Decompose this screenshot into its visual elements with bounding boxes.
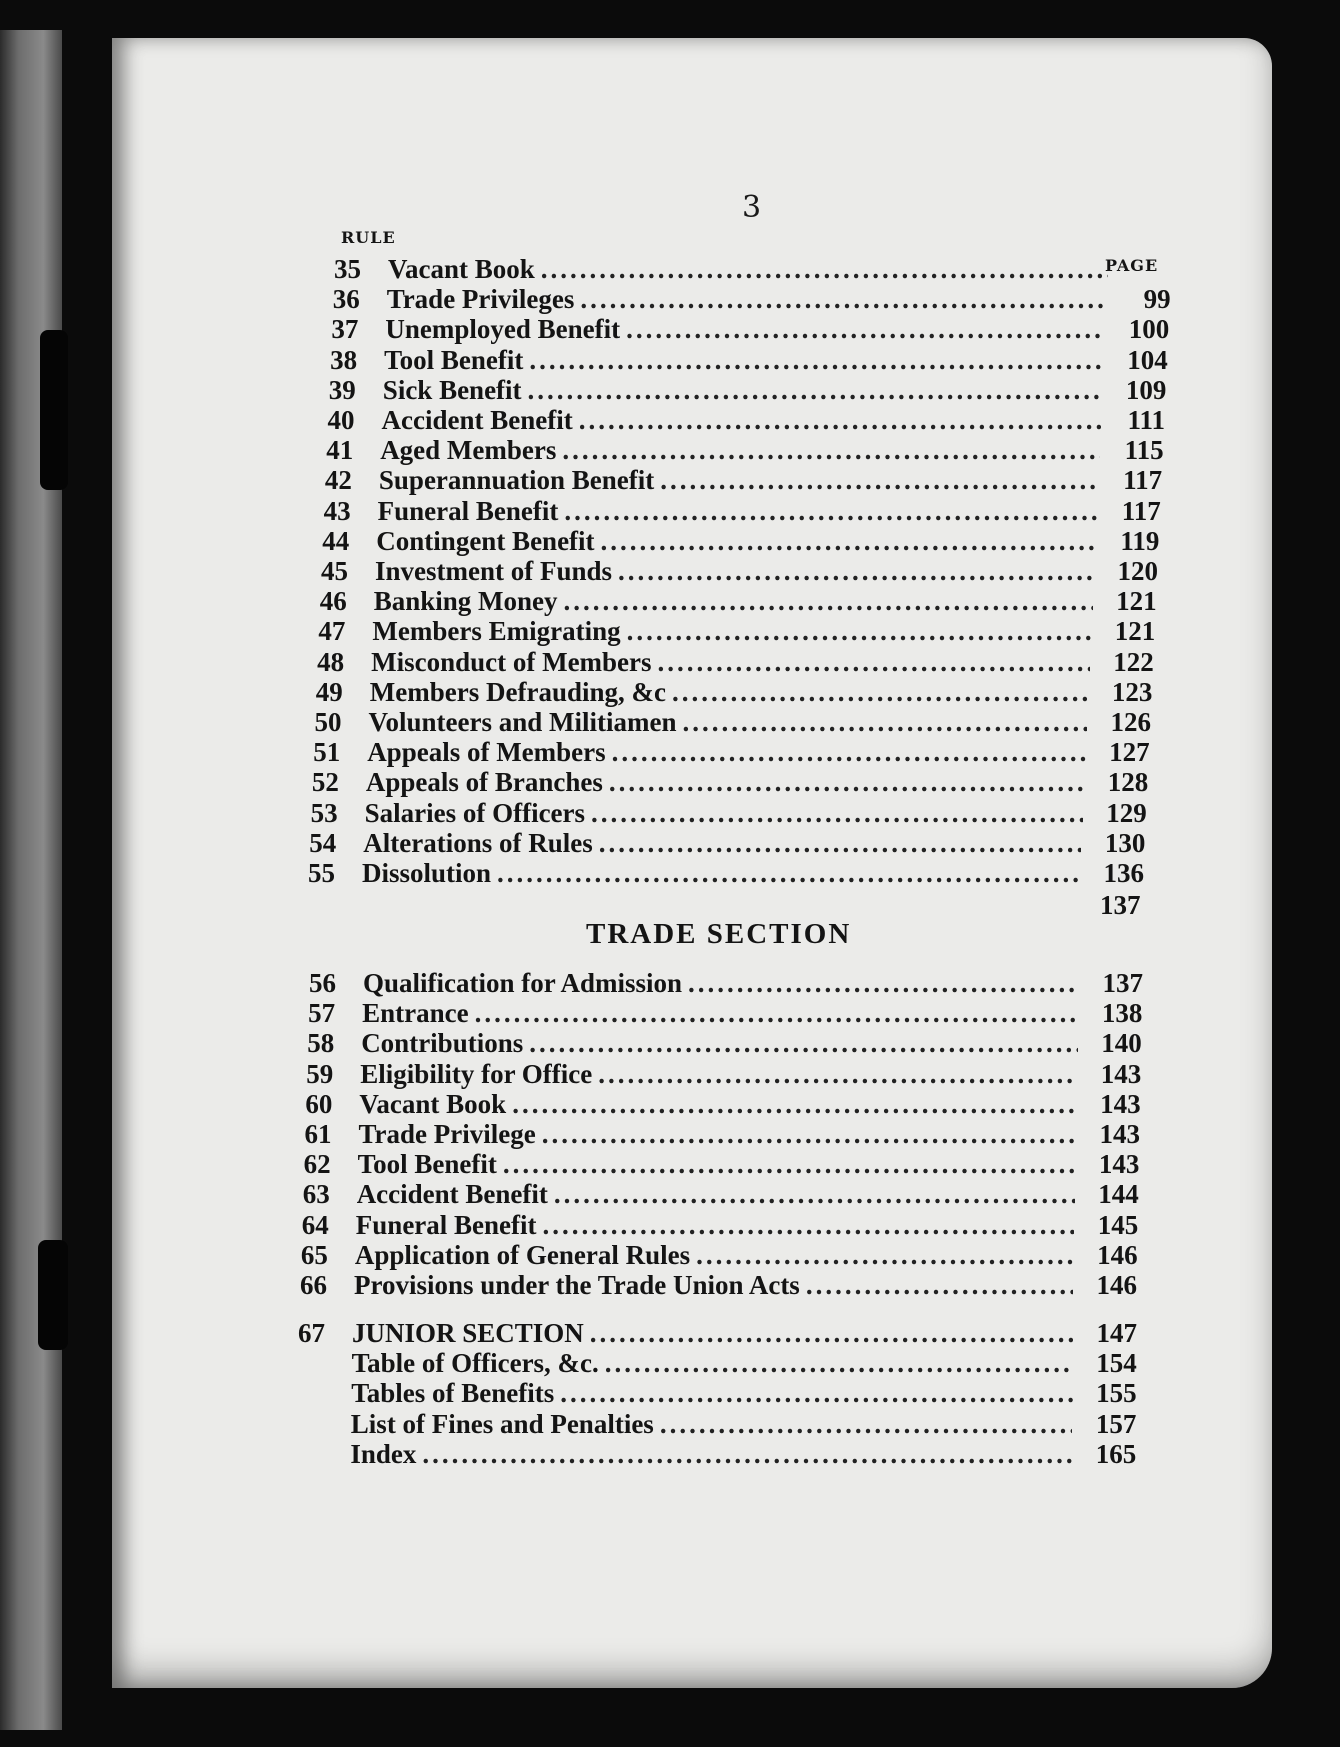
entry-title: JUNIOR SECTION: [352, 1318, 584, 1348]
entry-title: Members Defrauding, &c: [369, 676, 666, 707]
entry-page: 104: [1127, 344, 1168, 375]
entry-page: 143: [1098, 1149, 1140, 1180]
rule-number: 54: [309, 827, 337, 858]
dot-leader: [560, 1378, 1072, 1408]
entry-title: Provisions under the Trade Union Acts: [354, 1270, 800, 1300]
entry-title: Vacant Book: [359, 1088, 507, 1119]
rule-number: 44: [322, 525, 350, 556]
toc-entry: [296, 1439, 1136, 1469]
entry-page: 136: [1103, 858, 1144, 888]
entry-page: 129: [1106, 797, 1147, 828]
rule-number: 37: [331, 314, 359, 345]
entry-page: 138: [1101, 998, 1143, 1029]
rule-number: 55: [308, 858, 335, 888]
entry-title: Qualification for Admission: [363, 968, 683, 998]
rule-number: 36: [332, 284, 360, 315]
entry-page: 127: [1109, 737, 1150, 768]
entry-page: 137: [1102, 968, 1143, 998]
rule-number: 61: [304, 1119, 332, 1149]
entry-title: Tables of Benefits: [351, 1378, 555, 1409]
entry-title: List of Fines and Penalties: [350, 1408, 654, 1439]
rule-number: 35: [334, 254, 361, 284]
rule-number: 48: [317, 646, 345, 677]
trade-section-heading: TRADE SECTION: [586, 918, 852, 950]
entry-title: Eligibility for Office: [360, 1058, 593, 1089]
entry-page: 144: [1098, 1179, 1139, 1210]
entry-page: 143: [1100, 1058, 1142, 1089]
entry-page: 130: [1104, 827, 1146, 858]
rule-number: 49: [315, 676, 343, 707]
rule-number: 59: [306, 1058, 334, 1089]
entry-title: Vacant Book: [388, 254, 535, 284]
rule-number: 46: [319, 586, 347, 617]
entry-page: 100: [1128, 314, 1170, 345]
entry-page: 123: [1111, 676, 1153, 707]
entry-page: 146: [1097, 1239, 1138, 1270]
entry-page: 121: [1114, 616, 1156, 647]
entry-title: Unemployed Benefit: [385, 314, 621, 345]
entry-page: 122: [1113, 646, 1154, 677]
rule-number: 67: [298, 1318, 325, 1348]
entry-page: 121: [1116, 586, 1157, 617]
entry-title: Index: [350, 1438, 417, 1469]
rule-number: 42: [324, 465, 352, 496]
rule-number: 64: [301, 1209, 329, 1240]
rule-number: 56: [309, 968, 336, 998]
entry-title: Sick Benefit: [382, 374, 522, 405]
entry-title: Accident Benefit: [356, 1179, 548, 1210]
entry-page: 120: [1117, 556, 1158, 586]
entry-page: 155: [1096, 1378, 1137, 1409]
rule-number: 66: [300, 1270, 327, 1300]
entry-page: 126: [1110, 707, 1151, 737]
page-column-header: PAGE: [1105, 256, 1159, 275]
rule-number: 45: [321, 556, 348, 586]
entry-title: Tool Benefit: [357, 1149, 497, 1180]
entry-page: 157: [1095, 1408, 1137, 1439]
toc-entry: [297, 1409, 1137, 1439]
rule-number: 62: [303, 1149, 331, 1180]
entry-page: 145: [1097, 1209, 1139, 1240]
rule-column-header: RULE: [341, 228, 396, 247]
entry-title: Members Emigrating: [372, 616, 621, 647]
rule-number: 50: [314, 707, 342, 737]
entry-title: Contingent Benefit: [376, 525, 595, 556]
entry-title: Appeals of Branches: [365, 767, 603, 798]
rule-number: 63: [302, 1179, 330, 1210]
entry-title: Funeral Benefit: [355, 1209, 537, 1240]
entry-title: Banking Money: [373, 586, 558, 617]
entry-page: 117: [1121, 495, 1161, 526]
rule-number: 65: [300, 1239, 328, 1270]
trailing-page-number: 137: [1100, 890, 1141, 920]
entry-title: Salaries of Officers: [364, 797, 586, 828]
rule-number: 38: [330, 344, 358, 375]
rule-number: 51: [313, 737, 341, 768]
dot-leader: [590, 1318, 1073, 1348]
rule-number: 43: [323, 495, 351, 526]
entry-page: 117: [1123, 465, 1163, 496]
entry-page: 165: [1095, 1438, 1137, 1469]
entry-title: Volunteers and Militiamen: [368, 707, 677, 737]
entry-title: Funeral Benefit: [377, 495, 559, 526]
rule-number: 47: [318, 616, 346, 647]
entry-page: 143: [1099, 1119, 1140, 1149]
entry-page: 143: [1100, 1088, 1141, 1119]
entry-title: Contributions: [361, 1028, 524, 1059]
entry-title: Entrance: [362, 998, 469, 1029]
rule-number: 39: [328, 374, 356, 405]
rule-number: 58: [307, 1028, 335, 1059]
page-number: 3: [742, 190, 762, 225]
entry-title: Appeals of Members: [367, 737, 606, 768]
rule-number: 57: [308, 998, 336, 1029]
entry-title: Misconduct of Members: [371, 646, 652, 677]
entry-title: Table of Officers, &c.: [351, 1348, 599, 1379]
entry-title: Dissolution: [362, 858, 492, 888]
toc-entry: [297, 1378, 1136, 1408]
entry-page: 154: [1096, 1348, 1137, 1379]
entry-title: Trade Privilege: [358, 1119, 536, 1149]
rule-number: 40: [327, 405, 355, 435]
entry-page: 111: [1127, 405, 1165, 435]
entry-title: Application of General Rules: [354, 1239, 691, 1270]
entry-page: 119: [1120, 525, 1160, 556]
entry-title: Superannuation Benefit: [378, 465, 655, 496]
rule-number: 52: [311, 767, 339, 798]
entry-page: 109: [1125, 374, 1167, 405]
entry-title: Aged Members: [380, 435, 557, 466]
entry-title: Tool Benefit: [384, 344, 524, 375]
rule-number: 41: [326, 435, 354, 466]
dot-leader: [605, 1348, 1073, 1378]
entry-page: 115: [1124, 435, 1164, 466]
toc-entry: [298, 1348, 1137, 1378]
entry-page: 147: [1096, 1318, 1137, 1348]
rule-number: 60: [305, 1088, 333, 1119]
rule-number: 53: [310, 797, 338, 828]
entry-title: Alterations of Rules: [363, 827, 593, 858]
entry-title: Trade Privileges: [386, 284, 575, 315]
entry-page: 146: [1096, 1270, 1137, 1300]
toc-entry: [298, 1318, 1137, 1348]
entry-page: 99: [1143, 284, 1171, 315]
entry-page: 140: [1101, 1028, 1142, 1059]
dot-leader: [422, 1439, 1072, 1469]
entry-page: 128: [1107, 767, 1149, 798]
entry-title: Investment of Funds: [375, 556, 613, 586]
entry-title: Accident Benefit: [381, 405, 573, 435]
dot-leader: [660, 1409, 1073, 1439]
